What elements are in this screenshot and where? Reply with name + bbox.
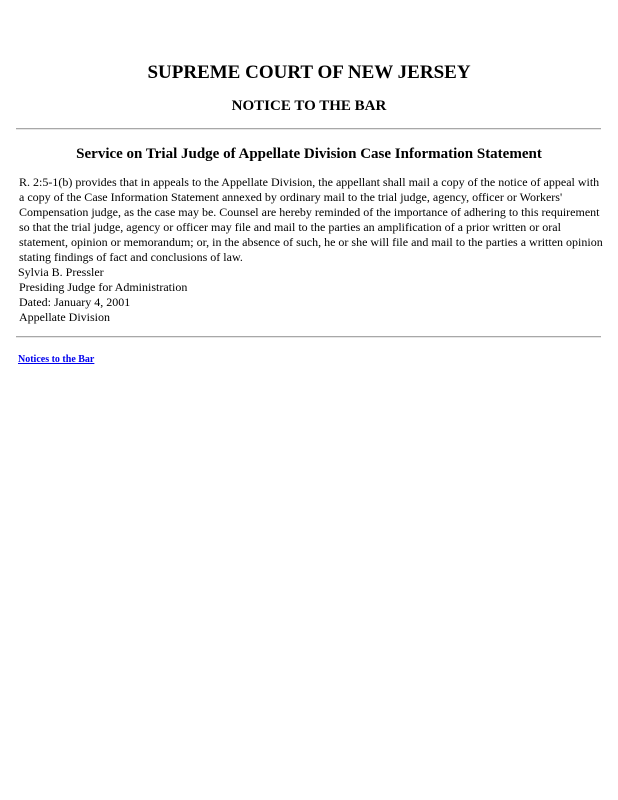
notice-body: R. 2:5-1(b) provides that in appeals to the Appellate Division, the appellant shall mail a copy of the notice of appeal with a copy of the Case Information Statement annexed by ordinary mail to the trial judge, agency, officer or Workers' Compensation judge, as the case may be. Counsel are hereby reminded of the importance of adhering to this requirement so that the trial judge, agency or officer may file and mail to the parties an amplification of a prior written or oral statement, opinion or memorandum; or, in the absence of such, he or she will file and mail to the parties a written opinion stating findings of fact and conclusions of law.: [19, 175, 603, 264]
bottom-divider: [16, 336, 601, 338]
top-divider: [16, 128, 601, 130]
notice-subject: Service on Trial Judge of Appellate Division Case Information Statement: [76, 146, 542, 162]
signature-block: [18, 265, 187, 325]
court-title: SUPREME COURT OF NEW JERSEY: [147, 62, 471, 83]
signature-date: Dated: January 4, 2001: [19, 295, 131, 309]
signature-title: Presiding Judge for Administration: [19, 280, 188, 294]
notices-to-the-bar-link[interactable]: Notices to the Bar: [18, 354, 95, 365]
notice-title: NOTICE TO THE BAR: [231, 98, 387, 114]
signature-name: Sylvia B. Pressler: [18, 265, 104, 279]
signature-division: Appellate Division: [19, 310, 110, 324]
